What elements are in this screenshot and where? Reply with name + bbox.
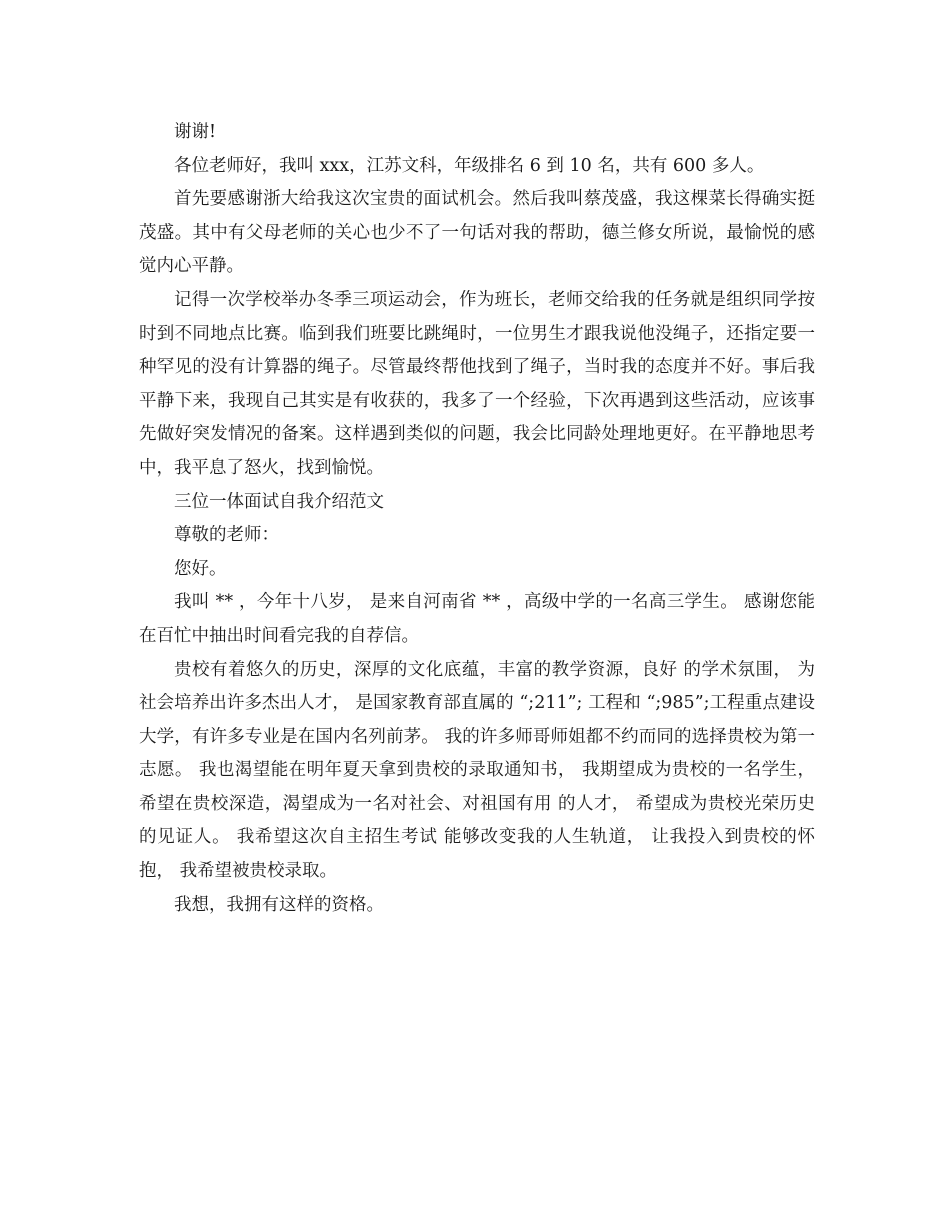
section-heading: 三位一体面试自我介绍范文	[174, 491, 384, 512]
paragraph-greeting-intro: 各位老师好，我叫 xxx，江苏文科，年级排名 6 到 10 名，共有 600 多人。	[174, 155, 765, 176]
paragraph-sports-meet: 记得一次学校举办冬季三项运动会，作为班长，老师交给我的任务就是组织同学按时到不同地点比赛。临到我们班要比跳绳时，一位男生才跟我说他没绳子，还指定要一种罕见的没有计算器的绳子。尽管最终帮他找到了绳子，当时我的态度并不好。事后我平静下来，我现自己其实是有收获的，我多了一个经验，下次再遇到这些活动，应该事先做好突发情况的备案。这样遇到类似的问题，我会比同龄处理地更好。在平静地思考中，我平息了怒火，找到愉悦。	[139, 289, 815, 478]
document-body	[139, 116, 815, 922]
paragraph-closing: 我想，我拥有这样的资格。	[174, 894, 384, 915]
paragraph-self-intro: 我叫 ** ，今年十八岁， 是来自河南省 ** ，高级中学的一名高三学生。 感谢您能在百忙中抽出时间看完我的自荐信。	[139, 592, 815, 646]
paragraph-thanks-zju: 首先要感谢浙大给我这次宝贵的面试机会。然后我叫蔡茂盛，我这棵菜长得确实挺茂盛。其中有父母老师的关心也少不了一句话对我的帮助，德兰修女所说，最愉悦的感觉内心平静。	[139, 189, 815, 277]
salutation: 尊敬的老师：	[174, 525, 279, 546]
paragraph-thanks: 谢谢!	[174, 122, 217, 142]
paragraph-hello: 您好。	[174, 558, 227, 579]
paragraph-school-praise: 贵校有着悠久的历史，深厚的文化底蕴，丰富的教学资源，良好 的学术氛围， 为社会培养出许多杰出人才， 是国家教育部直属的 “;211”; 工程和 “;985”;工程重点建设大学，有许多专业是在国内名列前茅。 我的许多师哥师姐都不约而同的选择贵校为第一 志愿。 我也渴望能在明年夏天拿到贵校的录取通知书， 我期望成为贵校的一名学生，希望在贵校深造，渴望成为一名对社会、对祖国有用 的人才， 希望成为贵校光荣历史的见证人。 我希望这次自主招生考试 能够改变我的人生轨道， 让我投入到贵校的怀抱， 我希望被贵校录取。	[139, 659, 815, 882]
